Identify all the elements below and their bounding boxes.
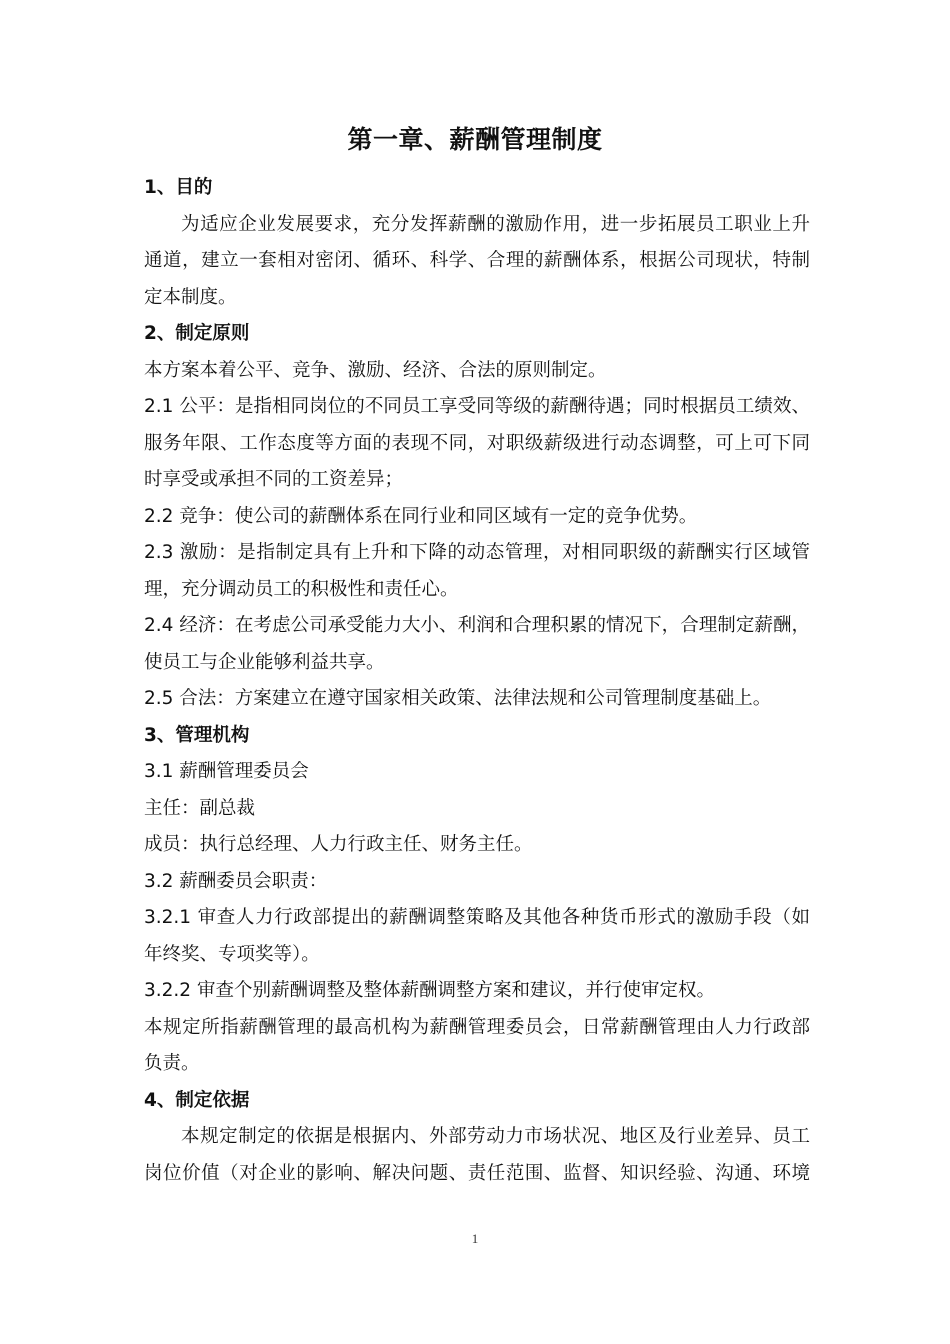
page-number: 1 [471,1231,479,1246]
chapter-title: 第一章、薪酬管理制度 [347,125,603,154]
document-body [144,170,810,1192]
body-text-line: 2.4 经济：在考虑公司承受能力大小、利润和合理积累的情况下，合理制定薪酬， [144,615,810,636]
body-text-line: 本方案本着公平、竞争、激励、经济、合法的原则制定。 [144,359,607,381]
body-text-line: 理，充分调动员工的积极性和责任心。 [144,578,459,600]
body-text-line: 使员工与企业能够利益共享。 [144,651,385,673]
body-text-line: 成员：执行总经理、人力行政主任、财务主任。 [144,834,533,855]
body-text-line: 主任：副总裁 [144,797,256,819]
body-text-line: 2.1 公平：是指相同岗位的不同员工享受同等级的薪酬待遇；同时根据员工绩效、 [144,396,810,417]
section-heading: 2、制定原则 [144,323,250,344]
body-text-line: 3.2 薪酬委员会职责： [144,870,328,892]
body-text-line: 时享受或承担不同的工资差异； [144,469,404,490]
body-text-line: 岗位价值（对企业的影响、解决问题、责任范围、监督、知识经验、沟通、环境 [144,1162,810,1184]
body-text-line: 服务年限、工作态度等方面的表现不同，对职级薪级进行动态调整，可上可下同 [144,432,810,454]
section-heading: 3、管理机构 [144,724,250,746]
section-heading: 4、制定依据 [144,1089,250,1111]
body-text-line: 2.5 合法：方案建立在遵守国家相关政策、法律法规和公司管理制度基础上。 [144,688,772,709]
body-text-line: 2.2 竞争：使公司的薪酬体系在同行业和同区域有一定的竞争优势。 [144,505,698,527]
body-text-line: 2.3 激励：是指制定具有上升和下降的动态管理，对相同职级的薪酬实行区域管 [144,542,810,563]
section-heading: 1、目的 [144,177,213,198]
body-text-line: 通道，建立一套相对密闭、循环、科学、合理的薪酬体系，根据公司现状，特制 [144,250,810,271]
body-text-line: 3.2.2 审查个别薪酬调整及整体薪酬调整方案和建议，并行使审定权。 [144,980,715,1001]
body-text-line: 本规定所指薪酬管理的最高机构为薪酬管理委员会，日常薪酬管理由人力行政部 [144,1016,810,1038]
body-text-line: 3.1 薪酬管理委员会 [144,761,309,782]
body-text-line: 定本制度。 [144,286,237,308]
body-text-line: 3.2.1 审查人力行政部提出的薪酬调整策略及其他各种货币形式的激励手段（如 [144,907,810,928]
body-text-line: 本规定制定的依据是根据内、外部劳动力市场状况、地区及行业差异、员工 [181,1126,810,1147]
body-text-line: 年终奖、专项奖等）。 [144,943,320,965]
body-text-line: 负责。 [144,1053,200,1074]
body-text-line: 为适应企业发展要求，充分发挥薪酬的激励作用，进一步拓展员工职业上升 [181,213,810,235]
